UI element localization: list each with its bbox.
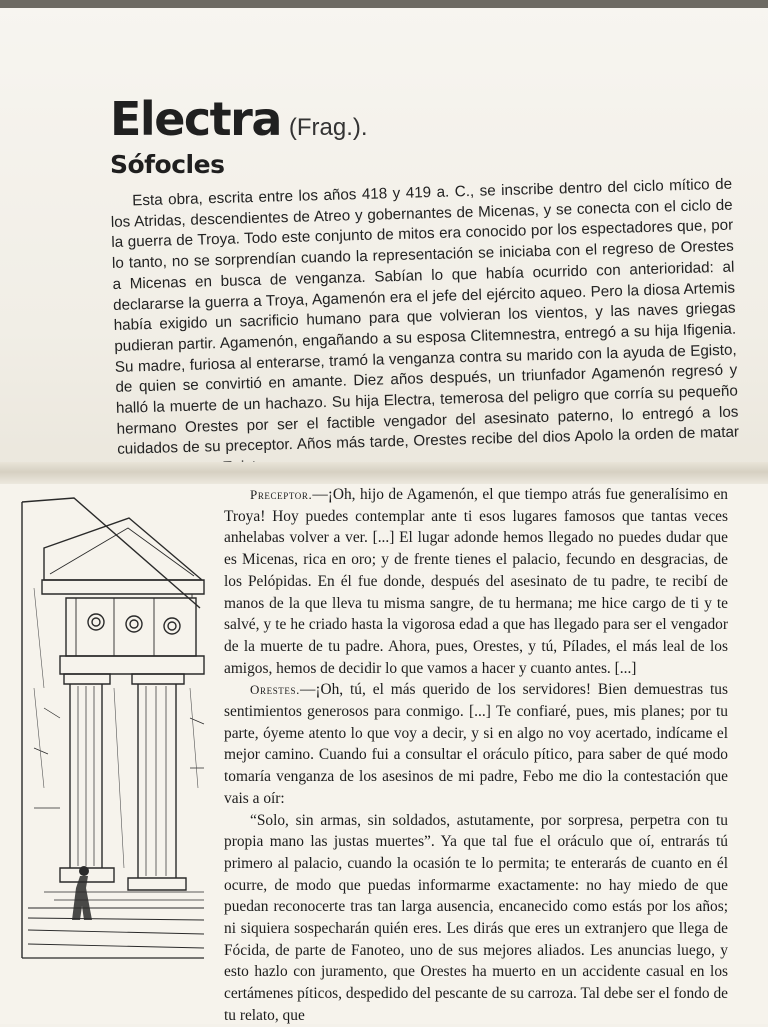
intro-panel	[0, 0, 768, 470]
dialogue-text: —¡Oh, tú, el más querido de los servidores! Bien demuestras tus sentimientos generosos para conmigo. [...] Te confiaré, pues, mis planes; por tu parte, óyeme atento lo que voy a decir, y si en algo no voy acertado, indícame el mejor camino. Cuando fui a consultar el oráculo pítico, para saber de qué modo tomaría venganza de los asesinos de mi padre, Febo me dio la contestación que vais a oír:	[224, 681, 728, 807]
section-divider	[0, 462, 768, 484]
dialogue-text: “Solo, sin armas, sin soldados, astutamente, por sorpresa, perpetra con tu propia mano las justas muertes”. Ya que tal fue el oráculo que oí, entrarás tú primero al palacio, cuando la ocasión te lo permita; te enterarás de cuanto en él ocurre, de modo que puedas informarme exactamente: no hay miedo de que puedan reconocerte tras tan larga ausencia, encanecido como estás por los años; ni siquiera sospecharán quién eres. Les dirás que eres un extranjero que llega de Fócida, de parte de Fanoteo, uno de sus mejores aliados. Les anuncias luego, y esto hazlo con juramento, que Orestes ha muerto en un accidente casual en los certámenes píticos, despedido del pescante de su carroza. Tal debe ser el fondo de tu relato, que	[224, 811, 728, 1024]
speaker-label: Orestes.	[250, 682, 300, 698]
title-row	[110, 92, 368, 146]
work-title: Electra	[110, 92, 281, 146]
dialogue-paragraph-oracle	[224, 810, 728, 1027]
greek-temple-ruins-sketch-icon	[14, 488, 210, 988]
dialogue-paragraph-orestes	[224, 679, 728, 809]
intro-paragraph-block	[110, 175, 740, 482]
speaker-label: Preceptor.	[250, 487, 313, 502]
title-fragment-note: (Frag.).	[288, 114, 368, 141]
author-name: Sófocles	[110, 150, 225, 179]
intro-paragraph: Esta obra, escrita entre los años 418 y 419 a. C., se inscribe dentro del ciclo mítico de los Atridas, descendientes de Atreo y gobernantes de Micenas, y se conecta con el ciclo de la guerra de Troya. Todo este conjunto de mitos era conocido por los espectadores que, por lo tanto, no se sorprendían cuando la representación se iniciaba con el regreso de Orestes a Micenas en busca de venganza. Sabían lo que había ocurrido con anterioridad: al declararse la guerra a Troya, Agamenón era el jefe del ejército aqueo. Pero la diosa Artemis había exigido un sacrificio humano para que volvieran los vientos, y las naves griegas pudieran partir. Agamenón, engañando a su esposa Clitemnestra, entregó a su hija Ifigenia. Su madre, furiosa al enterarse, tramó la venganza contra su marido con la ayuda de Egisto, de quien se convirtió en amante. Diez años después, un triunfador Agamenón regresó y halló la muerte de un hachazo. Su hija Electra, temerosa del peligro que corría su pequeño hermano Orestes por ser el factible vengador del asesinato paterno, lo entregó a los cuidados de su preceptor. Años más tarde, Orestes recibe del dios Apolo la orden de matar	[110, 175, 740, 459]
dialogue-block	[224, 484, 728, 1027]
dialogue-paragraph-preceptor	[224, 484, 728, 679]
dialogue-text: —¡Oh, hijo de Agamenón, el que tiempo atrás fue generalísimo en Troya! Hoy puedes contemplar ante ti esos lugares famosos que tantas veces anhelabas volver a ver. [...] El lugar adonde hemos llegado no puedes dudar que es Micenas, rica en oro; y de frente tienes el palacio, fecundo en desgracias, de los Pelópidas. En él fue donde, después del asesinato de tu padre, te recibí de manos de la que lleva tu misma sangre, de tu hermana; me hice cargo de ti y te salvé, y te he criado hasta la vigorosa edad a que has llegado para ser el vengador de la muerte de tu padre. Ahora, pues, Orestes, y tú, Pílades, el más leal de los amigos, hemos de decidir lo que vamos a hacer y cuanto antes. [...]	[224, 486, 728, 677]
page-top-edge	[0, 0, 768, 8]
